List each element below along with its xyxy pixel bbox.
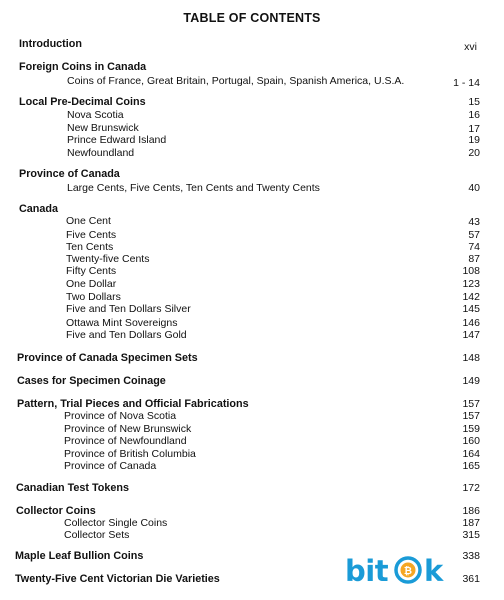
section-heading: Pattern, Trial Pieces and Official Fabrications: [17, 398, 249, 410]
page-number: 164: [462, 448, 480, 460]
entry-label: Nova Scotia: [67, 109, 124, 121]
page-number: 15: [468, 96, 480, 108]
section-heading: Introduction: [19, 38, 82, 50]
toc-section-entry: [0, 481, 504, 495]
toc-subentry: [0, 214, 504, 228]
entry-label: Large Cents, Five Cents, Ten Cents and Twenty Cents: [67, 182, 320, 194]
page-number: 145: [462, 303, 480, 315]
entry-label: Province of Newfoundland: [64, 435, 187, 447]
page-number: 1 - 14: [453, 77, 480, 89]
page-number: 19: [468, 134, 480, 146]
entry-label: Province of British Columbia: [64, 448, 196, 460]
entry-label: Five and Ten Dollars Gold: [66, 329, 187, 341]
watermark-text-left: bit: [345, 554, 389, 588]
page-number: 147: [462, 329, 480, 341]
page-number: 149: [462, 375, 480, 387]
page-number: 159: [462, 423, 480, 435]
toc-subentry: [0, 74, 504, 88]
page-number: 142: [462, 291, 480, 303]
page-number: 20: [468, 147, 480, 159]
entry-label: Collector Sets: [64, 529, 130, 541]
toc-section-entry: [0, 167, 504, 181]
section-heading: Cases for Specimen Coinage: [17, 375, 166, 387]
page-number: 165: [462, 460, 480, 472]
page-number: 87: [468, 253, 480, 265]
toc-subentry: [0, 434, 504, 448]
toc-subentry: [0, 302, 504, 316]
page-number: 315: [462, 529, 480, 541]
entry-label: Prince Edward Island: [67, 134, 167, 146]
page-title: TABLE OF CONTENTS: [183, 11, 321, 25]
toc-subentry: [0, 108, 504, 122]
toc-section-entry: [0, 37, 504, 51]
entry-label: Coins of France, Great Britain, Portugal, Spain, Spanish America, U.S.A.: [67, 75, 405, 87]
entry-label: Ottawa Mint Sovereigns: [66, 317, 178, 329]
toc-subentry: [0, 528, 504, 542]
section-heading: Canadian Test Tokens: [16, 482, 129, 494]
page-number: 148: [462, 352, 480, 364]
page-number: xvi: [464, 41, 477, 53]
entry-label: Fifty Cents: [66, 265, 117, 277]
bitcoin-coin-icon: [394, 556, 422, 584]
page-number: 187: [462, 517, 480, 529]
page-number: 74: [468, 241, 480, 253]
entry-label: Newfoundland: [67, 147, 135, 159]
entry-label: Ten Cents: [66, 241, 114, 253]
section-heading: Province of Canada Specimen Sets: [17, 352, 198, 364]
section-heading: Collector Coins: [16, 505, 96, 517]
page-number: 146: [462, 317, 480, 329]
toc-subentry: [0, 328, 504, 342]
entry-label: Province of New Brunswick: [64, 423, 192, 435]
section-heading: Canada: [19, 203, 59, 215]
section-heading: Maple Leaf Bullion Coins: [15, 550, 144, 562]
page-number: 17: [468, 123, 480, 135]
toc-section-entry: [0, 374, 504, 388]
bitok-watermark-logo: [345, 552, 495, 590]
page-number: 186: [462, 505, 480, 517]
entry-label: Province of Nova Scotia: [64, 410, 177, 422]
page-number: 361: [462, 573, 480, 585]
section-heading: Foreign Coins in Canada: [19, 61, 147, 73]
toc-section-entry: [0, 351, 504, 365]
toc-section-entry: [0, 60, 504, 74]
entry-label: New Brunswick: [67, 122, 139, 134]
page-number: 16: [468, 109, 480, 121]
page-number: 172: [462, 482, 480, 494]
toc-subentry: [0, 146, 504, 160]
toc-subentry: [0, 181, 504, 195]
section-heading: Twenty-Five Cent Victorian Die Varieties: [15, 573, 220, 585]
entry-label: Province of Canada: [64, 460, 157, 472]
toc-subentry: [0, 133, 504, 147]
section-heading: Province of Canada: [19, 168, 120, 180]
page-number: 108: [462, 265, 480, 277]
entry-label: Five Cents: [66, 229, 117, 241]
page-number: 43: [468, 216, 480, 228]
page-number: 123: [462, 278, 480, 290]
svg-text:₿: ₿: [403, 566, 413, 577]
page-number: 160: [462, 435, 480, 447]
toc-subentry: [0, 264, 504, 278]
toc-subentry: [0, 409, 504, 423]
entry-label: Twenty-five Cents: [66, 253, 150, 265]
toc-subentry: [0, 277, 504, 291]
section-heading: Local Pre-Decimal Coins: [19, 96, 146, 108]
page-number: 40: [468, 182, 480, 194]
page-number: 157: [462, 398, 480, 410]
page-number: 57: [468, 229, 480, 241]
watermark-text-right: k: [424, 554, 443, 588]
entry-label: Five and Ten Dollars Silver: [66, 303, 191, 315]
entry-label: Two Dollars: [66, 291, 121, 303]
page-number: 157: [462, 410, 480, 422]
toc-section-entry: [0, 95, 504, 109]
page-number: 338: [462, 550, 480, 562]
entry-label: Collector Single Coins: [64, 517, 168, 529]
entry-label: One Dollar: [66, 278, 117, 290]
entry-label: One Cent: [66, 215, 111, 227]
toc-subentry: [0, 459, 504, 473]
